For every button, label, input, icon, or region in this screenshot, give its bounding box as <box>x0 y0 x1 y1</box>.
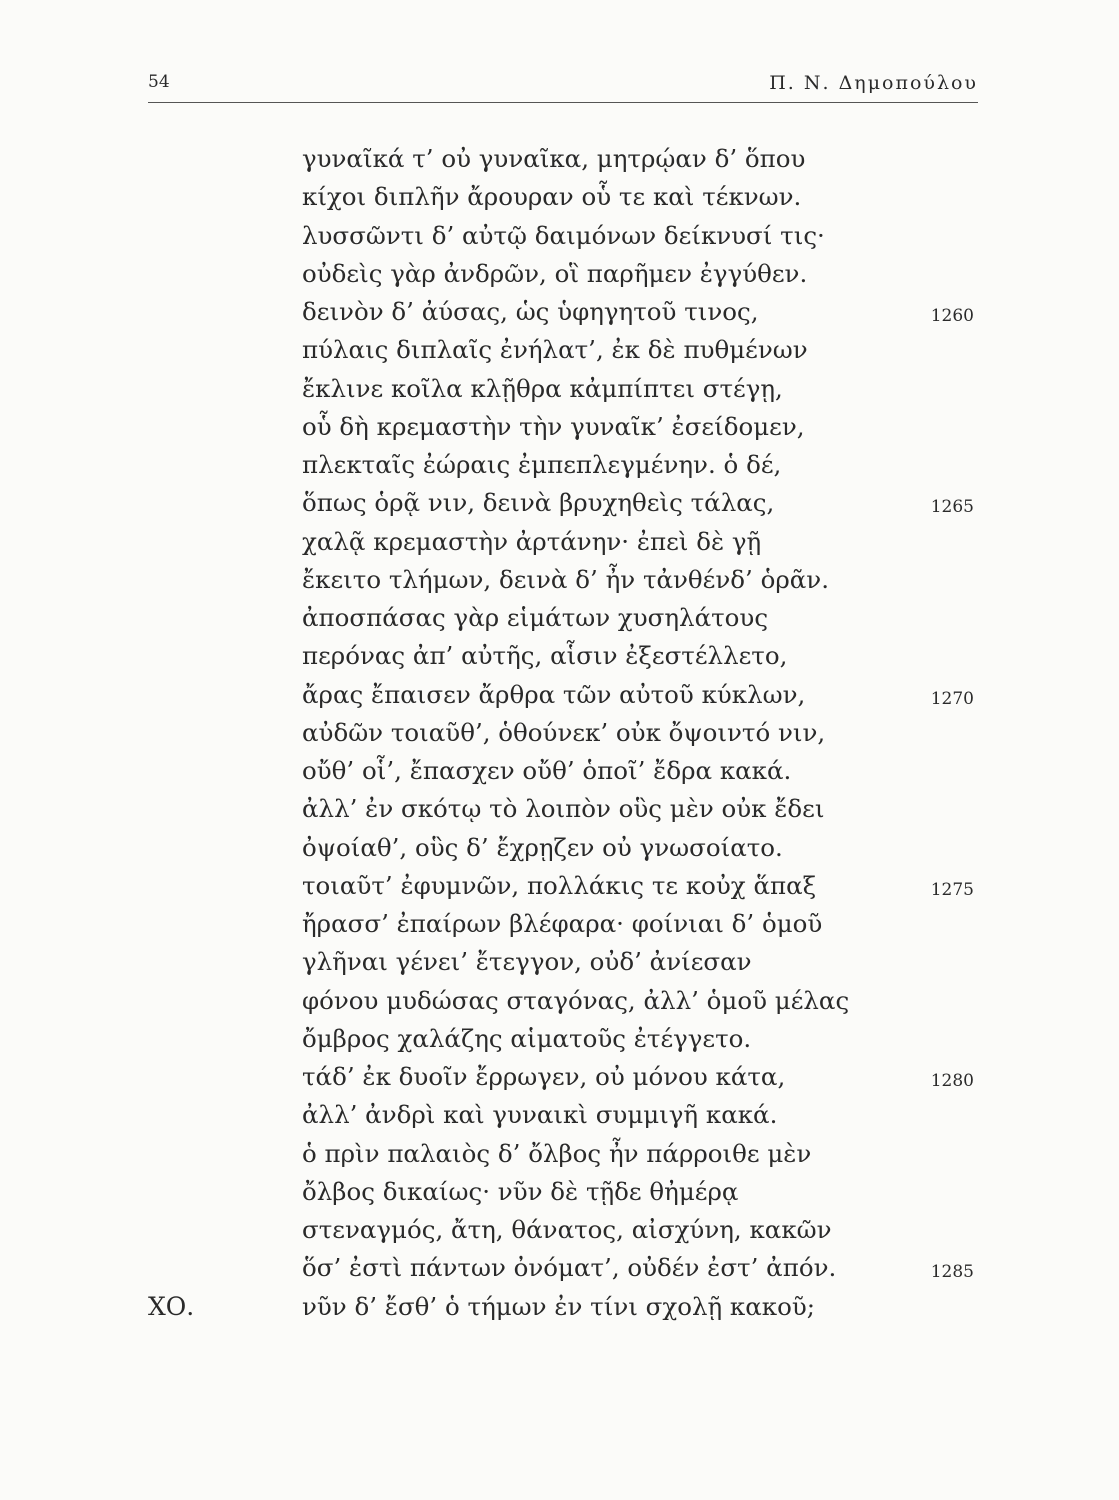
verse-line <box>148 1173 978 1211</box>
verse-text-line: οὔθ’ οἷ’, ἔπασχεν οὔθ’ ὁποῖ’ ἔδρα κακά. <box>302 756 792 785</box>
verse-text-line: οὗ δὴ κρεμαστὴν τὴν γυναῖκ’ ἐσείδομεν, <box>302 411 805 441</box>
verse-line <box>148 1211 978 1249</box>
verse-text <box>148 140 978 1326</box>
verse-line <box>148 178 978 216</box>
verse-text-line: χαλᾷ κρεμαστὴν ἀρτάνην· ἐπεὶ δὲ γῇ <box>302 526 762 556</box>
header-rule <box>148 102 978 103</box>
line-number: 1270 <box>930 688 974 709</box>
line-number: 1265 <box>930 497 974 518</box>
line-number: 1285 <box>930 1262 974 1283</box>
verse-text-line: ἄρας ἔπαισεν ἄρθρα τῶν αὐτοῦ κύκλων, <box>302 679 806 709</box>
verse-text-line: ἀλλ’ ἐν σκότῳ τὸ λοιπὸν οὓς μὲν οὐκ ἔδει <box>302 794 825 824</box>
verse-text-line: ὄμβρος χαλάζης αἱματοῦς ἐτέγγετο. <box>302 1023 752 1053</box>
page-number: 54 <box>148 72 170 92</box>
line-number: 1275 <box>930 879 974 900</box>
verse-text-line: ἀποσπάσας γὰρ εἱμάτων χυσηλάτους <box>302 603 769 632</box>
verse-line <box>148 752 978 790</box>
verse-line <box>148 790 978 828</box>
verse-line <box>148 1135 978 1173</box>
verse-line <box>148 293 978 331</box>
verse-line <box>148 523 978 561</box>
speaker-label: ΧΟ. <box>148 1291 195 1321</box>
verse-text-line: τάδ’ ἐκ δυοῖν ἔρρωγεν, οὐ μόνου κάτα, <box>302 1062 786 1091</box>
running-head: Π. Ν. Δημοπούλου <box>769 72 978 94</box>
verse-line <box>148 943 978 981</box>
verse-line <box>148 637 978 675</box>
verse-line <box>148 905 978 943</box>
verse-text-line: γυναῖκά τ’ οὐ γυναῖκα, μητρῴαν δ’ ὅπου <box>302 144 806 173</box>
verse-text-line: πλεκταῖς ἐώραις ἐμπεπλεγμένην. ὁ δέ, <box>302 450 782 479</box>
verse-text-line: ὅσ’ ἐστὶ πάντων ὀνόματ’, οὐδέν ἐστ’ ἀπόν. <box>302 1253 837 1283</box>
verse-line <box>148 140 978 178</box>
verse-text-line: ἀλλ’ ἀνδρὶ καὶ γυναικὶ συμμιγῆ κακά. <box>302 1100 778 1130</box>
verse-text-line: οὐδεὶς γὰρ ἀνδρῶν, οἳ παρῆμεν ἐγγύθεν. <box>302 258 808 288</box>
verse-line <box>148 714 978 752</box>
verse-text-line: ὁ πρὶν παλαιὸς δ’ ὄλβος ἦν πάρροιθε μὲν <box>302 1138 812 1168</box>
verse-line <box>148 1096 978 1134</box>
verse-line <box>148 867 978 905</box>
verse-text-line: λυσσῶντι δ’ αὐτῷ δαιμόνων δείκνυσί τις· <box>302 220 825 250</box>
verse-text-line: ὀψοίαθ’, οὓς δ’ ἔχρῃζεν οὐ γνωσοίατο. <box>302 832 783 862</box>
verse-line <box>148 408 978 446</box>
verse-line <box>148 676 978 714</box>
verse-line <box>148 370 978 408</box>
line-number: 1280 <box>930 1071 974 1091</box>
verse-text-line: αὐδῶν τοιαῦθ’, ὁθούνεκ’ οὐκ ὄψοιντό νιν, <box>302 717 826 747</box>
verse-line <box>148 982 978 1020</box>
verse-text-line: νῦν δ’ ἔσθ’ ὁ τήμων ἐν τίνι σχολῇ κακοῦ; <box>302 1291 816 1321</box>
verse-line <box>148 484 978 522</box>
verse-line <box>148 217 978 255</box>
verse-text-line: δεινὸν δ’ ἀύσας, ὡς ὑφηγητοῦ τινος, <box>302 297 759 326</box>
verse-text-line: πύλαις διπλαῖς ἐνήλατ’, ἐκ δὲ πυθμένων <box>302 335 808 365</box>
verse-text-line: ἔκειτο τλήμων, δεινὰ δ’ ἦν τἀνθένδ’ ὁρᾶν. <box>302 564 829 594</box>
verse-text-line: ἔκλινε κοῖλα κλῇθρα κἀμπίπτει στέγῃ, <box>302 373 783 403</box>
verse-text-line: ἤρασσ’ ἐπαίρων βλέφαρα· φοίνιαι δ’ ὁμοῦ <box>302 909 823 938</box>
verse-line <box>148 561 978 599</box>
verse-line <box>148 331 978 369</box>
verse-text-line: τοιαῦτ’ ἐφυμνῶν, πολλάκις τε κοὐχ ἅπαξ <box>302 870 817 900</box>
verse-line <box>148 1249 978 1287</box>
verse-text-line: ὅπως ὁρᾷ νιν, δεινὰ βρυχηθεὶς τάλας, <box>302 488 775 518</box>
verse-text-line: κίχοι διπλῆν ἄρουραν οὗ τε καὶ τέκνων. <box>302 182 802 212</box>
verse-line <box>148 599 978 637</box>
verse-text-line: γλῆναι γένει’ ἔτεγγον, οὐδ’ ἀνίεσαν <box>302 947 752 977</box>
verse-text-line: φόνου μυδώσας σταγόνας, ἀλλ’ ὁμοῦ μέλας <box>302 985 850 1015</box>
line-number: 1260 <box>930 306 974 326</box>
verse-text-line: ὄλβος δικαίως· νῦν δὲ τῇδε θἠμέρᾳ <box>302 1176 739 1206</box>
verse-line <box>148 255 978 293</box>
verse-line <box>148 1020 978 1058</box>
verse-text-line: στεναγμός, ἄτη, θάνατος, αἰσχύνη, κακῶν <box>302 1215 832 1244</box>
page-header <box>148 72 978 112</box>
verse-line <box>148 1058 978 1096</box>
verse-text-line: περόνας ἀπ’ αὐτῆς, αἷσιν ἐξεστέλλετο, <box>302 641 788 671</box>
verse-line <box>148 1288 978 1326</box>
verse-line <box>148 446 978 484</box>
verse-line <box>148 829 978 867</box>
